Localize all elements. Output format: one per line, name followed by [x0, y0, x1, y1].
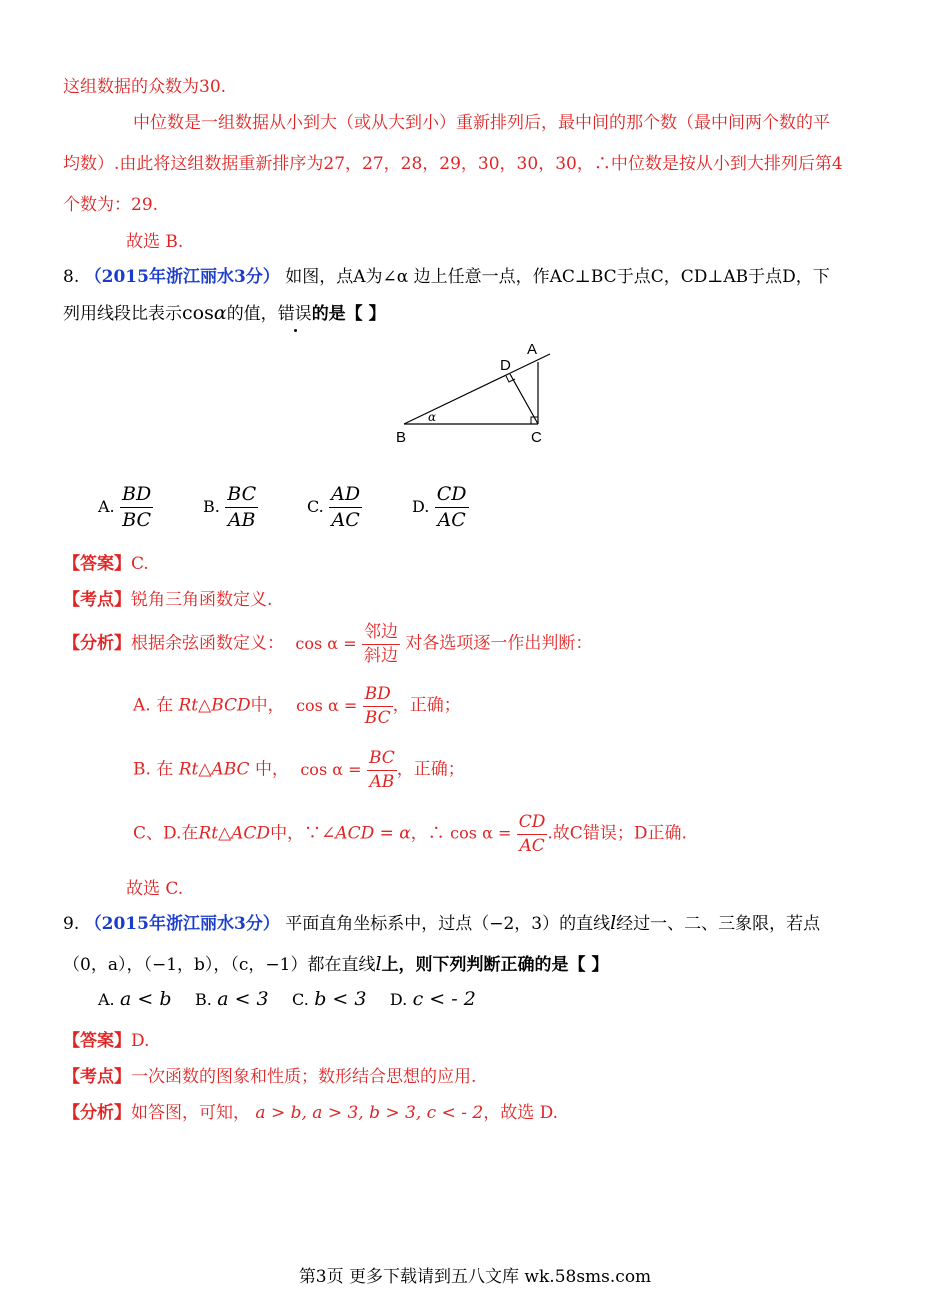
- q8-stem-line-2: [63, 299, 386, 324]
- step-text-3: ，正确；: [396, 759, 465, 780]
- page-footer: 第3页 更多下载请到五八文库 wk.58sms.com: [298, 1267, 652, 1287]
- step-text-4: .故C错误；D正确.: [547, 823, 687, 844]
- q9-stem-2: 经过一、二、三象限，若点: [616, 914, 821, 934]
- option-fraction: [120, 484, 153, 531]
- triangle-figure: [390, 336, 560, 451]
- step-cos: cos α =: [450, 823, 512, 843]
- frac-den: BC: [364, 707, 391, 728]
- q8-stem-line-1: [63, 262, 830, 287]
- q8-point: [63, 585, 272, 610]
- frac-num: 邻边: [362, 623, 400, 645]
- q9-source: （2015年浙江丽水3分）: [84, 914, 280, 934]
- step-fraction: [517, 813, 548, 855]
- q9-line-l: l: [375, 953, 382, 975]
- analysis-text: 根据余弦函数定义：: [131, 633, 284, 654]
- point-value: 锐角三角函数定义.: [131, 590, 273, 610]
- q9-point: [63, 1062, 476, 1087]
- frac-den: AB: [369, 771, 395, 792]
- analysis-expr: a > b, a > 3, b > 3, c < - 2: [255, 1103, 484, 1123]
- median-line-1: 中位数是一组数据从小到大（或从大到小）重新排列后，最中间的那个数（最中间两个数的平: [133, 113, 830, 133]
- point-tag: 【考点】: [63, 1067, 131, 1087]
- answer-tag: 【答案】: [63, 1031, 131, 1051]
- option-expr: b < 3: [314, 988, 367, 1010]
- step-cos: cos α =: [300, 759, 362, 779]
- step-angle: ∠ACD = α: [321, 823, 411, 844]
- frac-den: AC: [331, 508, 360, 531]
- answer-value: D.: [131, 1031, 150, 1051]
- frac-num: BD: [363, 685, 393, 707]
- frac-den: AB: [227, 508, 256, 531]
- q8-alpha: α: [213, 302, 227, 324]
- q9-analysis: [63, 1098, 558, 1123]
- option-label: A.: [98, 496, 115, 516]
- point-value: 一次函数的图象和性质；数形结合思想的应用.: [131, 1067, 477, 1087]
- point-tag: 【考点】: [63, 590, 131, 610]
- option-label: D.: [412, 496, 430, 516]
- option-expr: a < 3: [217, 988, 269, 1010]
- answer-tag: 【答案】: [63, 554, 131, 574]
- q8-choice: 故选 C.: [126, 879, 184, 899]
- option-label: A.: [98, 990, 115, 1009]
- option-label: B.: [194, 990, 212, 1009]
- q9-stem-3: （0，a），（−1，b），（c，−1）都在直线: [63, 955, 376, 975]
- q9-number: 9.: [63, 914, 80, 934]
- step-text: C、D.在: [133, 823, 199, 844]
- step-text-3: ，∴: [410, 823, 445, 844]
- option-label: C.: [307, 496, 324, 516]
- analysis-tag: 【分析】: [63, 1103, 131, 1123]
- frac-den: AC: [437, 508, 466, 531]
- option-fraction: [329, 484, 362, 531]
- frac-num: BC: [367, 749, 397, 771]
- q8-step-a: [133, 685, 461, 727]
- q8-option-c: [307, 484, 362, 531]
- q8-emph-text: 错误: [277, 304, 312, 324]
- q8-emph: [278, 299, 312, 324]
- option-label: B.: [203, 496, 220, 516]
- step-text-3: ，正确；: [392, 695, 461, 716]
- q9-bracket: 上，则下列判断正确的是【 】: [381, 955, 609, 975]
- q8-answer: [63, 549, 149, 574]
- q8-number: 8.: [63, 267, 80, 287]
- q9-answer: [63, 1026, 149, 1051]
- line-ba: [404, 354, 550, 424]
- step-fraction: [367, 749, 397, 791]
- answer-value: C.: [131, 554, 149, 574]
- cos-def-fraction: [362, 623, 400, 665]
- prev-choice: 故选 B.: [126, 232, 184, 252]
- step-triangle: Rt△ACD: [198, 823, 271, 844]
- step-text-2: 中，: [250, 695, 285, 716]
- q8-source: （2015年浙江丽水3分）: [84, 267, 280, 287]
- step-triangle: Rt△ABC: [178, 759, 250, 780]
- q8-option-b: [203, 484, 258, 531]
- label-c: C: [531, 429, 542, 446]
- q8-cos: cos: [182, 302, 214, 324]
- label-a: A: [527, 341, 538, 358]
- option-fraction: [435, 484, 469, 531]
- frac-den: AC: [519, 835, 545, 856]
- option-expr: a < b: [120, 988, 172, 1010]
- q9-line-l: l: [610, 912, 617, 934]
- analysis-text-2: ，故选 D.: [483, 1103, 559, 1123]
- step-triangle: Rt△BCD: [178, 695, 251, 716]
- q8-step-c: [133, 813, 687, 855]
- option-label: D.: [389, 990, 408, 1009]
- label-alpha: α: [428, 410, 437, 424]
- q8-analysis: [63, 623, 592, 665]
- analysis-text-2: 对各选项逐一作出判断：: [405, 633, 593, 654]
- step-text-2: 中，: [254, 759, 289, 780]
- q8-option-d: [412, 484, 469, 531]
- frac-num: AD: [329, 484, 362, 508]
- q8-bracket: 的是【 】: [311, 304, 386, 324]
- mode-line: 这组数据的众数为30.: [63, 77, 227, 97]
- median-line-3: 个数为：29.: [63, 195, 159, 215]
- frac-den: 斜边: [364, 645, 398, 666]
- label-b: B: [396, 429, 407, 446]
- step-fraction: [363, 685, 393, 727]
- option-label: C.: [292, 990, 309, 1009]
- cos-def: cos α =: [295, 633, 357, 653]
- step-text: B. 在: [133, 759, 174, 780]
- frac-num: BC: [225, 484, 258, 508]
- step-text-2: 中，∵: [270, 823, 322, 844]
- analysis-text: 如答图，可知，: [131, 1103, 250, 1123]
- q8-stem: 如图，点A为∠α 边上任意一点，作AC⊥BC于点C，CD⊥AB于点D，下: [285, 267, 830, 287]
- analysis-tag: 【分析】: [63, 633, 131, 654]
- q9-stem-line-1: [63, 909, 820, 934]
- frac-den: BC: [122, 508, 152, 531]
- label-d: D: [500, 357, 511, 374]
- q9-stem: 平面直角坐标系中，过点（−2，3）的直线: [285, 914, 611, 934]
- q9-options: [98, 988, 476, 1010]
- q8-stem-text-2: 的值，: [226, 304, 278, 324]
- step-cos: cos α =: [296, 695, 358, 715]
- step-text: A. 在: [133, 695, 174, 716]
- frac-num: CD: [435, 484, 469, 508]
- q8-option-a: [98, 484, 153, 531]
- q8-step-b: [133, 749, 465, 791]
- q9-stem-line-2: [63, 950, 608, 975]
- option-fraction: [225, 484, 258, 531]
- median-line-2: 均数）.由此将这组数据重新排序为27，27，28，29，30，30，30，∴中位数是按从小到大排列后第4: [63, 154, 843, 174]
- option-expr: c < - 2: [412, 988, 476, 1010]
- frac-num: BD: [120, 484, 153, 508]
- q8-stem-text: 列用线段比表示: [63, 304, 182, 324]
- frac-num: CD: [517, 813, 548, 835]
